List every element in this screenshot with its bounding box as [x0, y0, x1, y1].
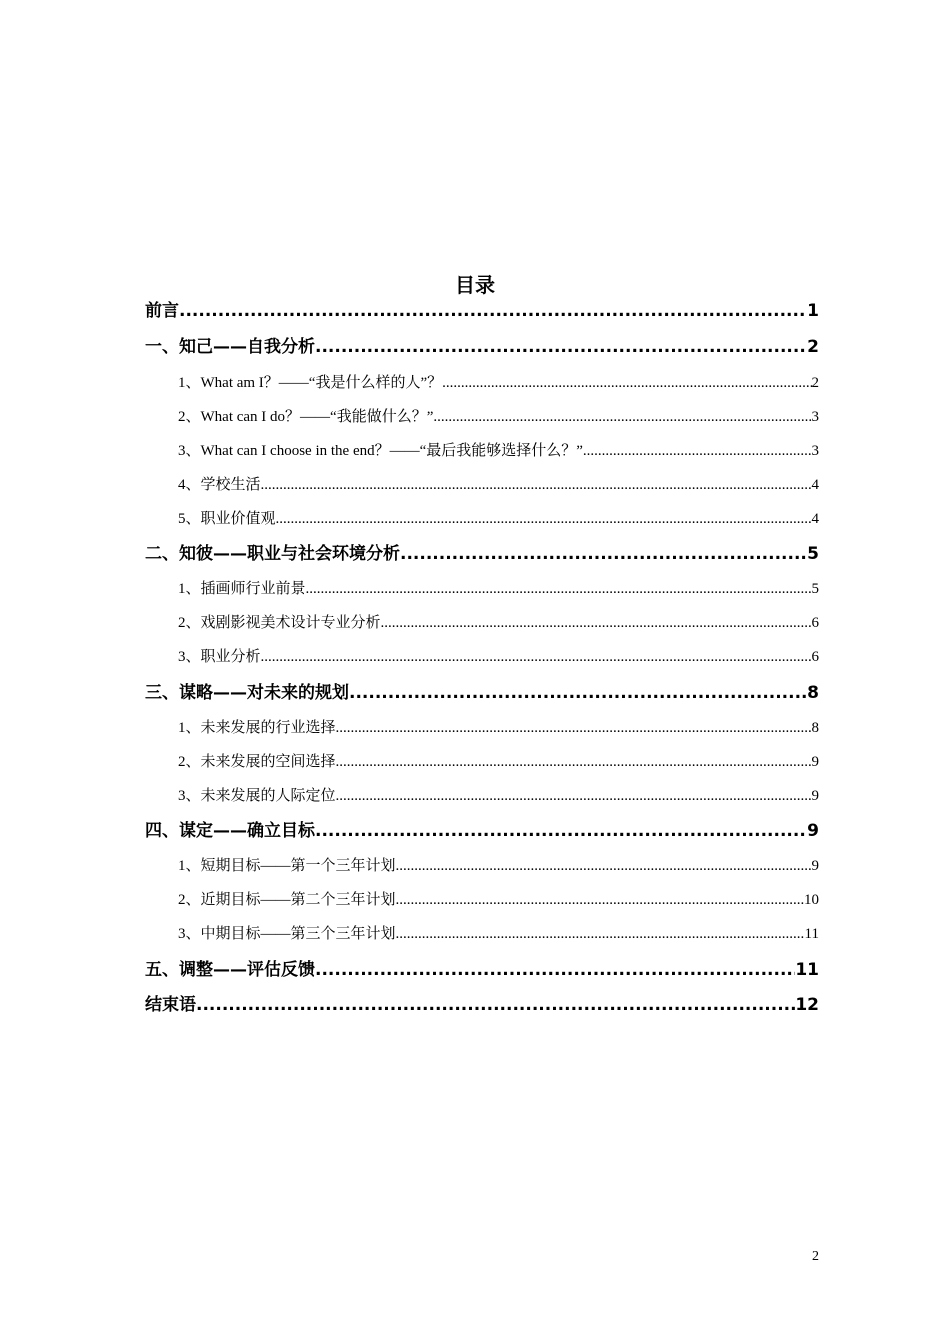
- toc-entry-text: 3、中期目标——第三个三年计划: [178, 926, 396, 942]
- toc-dot-leader: [433, 406, 811, 428]
- toc-dot-leader: [396, 923, 805, 945]
- toc-entry[interactable]: [178, 372, 819, 394]
- toc-entry-text: 四、谋定——确立目标: [145, 821, 315, 841]
- toc-entry[interactable]: [178, 646, 819, 668]
- page-number: 2: [812, 1249, 819, 1264]
- toc-entry-page: 6: [811, 615, 819, 631]
- toc-entry-page: 9: [811, 858, 819, 874]
- toc-entry-text: 1、未来发展的行业选择: [178, 720, 336, 736]
- toc-entry-page: 5: [807, 544, 819, 564]
- toc-entry[interactable]: [178, 923, 819, 945]
- toc-entry[interactable]: [145, 680, 819, 706]
- toc-entry-text: 三、谋略——对未来的规划: [145, 683, 349, 703]
- toc-entry[interactable]: [178, 612, 819, 634]
- toc-entry-text: 5、职业价值观: [178, 511, 276, 527]
- toc-entry-text: 3、What can I choose in the end？——“最后我能够选择什么？”: [178, 443, 583, 459]
- toc-entry-page: 9: [811, 788, 819, 804]
- toc-dot-leader: [261, 646, 812, 668]
- toc-entry-text: 2、What can I do？——“我能做什么？”: [178, 409, 434, 425]
- toc-dot-leader: [381, 612, 812, 634]
- toc-entry-page: 4: [811, 511, 819, 527]
- toc-entry[interactable]: [178, 440, 819, 462]
- toc-dot-leader: [400, 541, 807, 567]
- toc-dot-leader: [396, 855, 812, 877]
- toc-dot-leader: [349, 680, 807, 706]
- toc-entry-text: 1、短期目标——第一个三年计划: [178, 858, 396, 874]
- toc-dot-leader: [396, 889, 804, 911]
- toc-entry-page: 5: [811, 581, 819, 597]
- toc-entry-text: 一、知己——自我分析: [145, 337, 315, 357]
- toc-dot-leader: [196, 992, 795, 1018]
- toc-dot-leader: [306, 578, 812, 600]
- toc-entry-page: 3: [811, 409, 819, 425]
- toc-entry-page: 6: [811, 649, 819, 665]
- toc-entry-page: 11: [795, 960, 819, 980]
- toc-entry[interactable]: [145, 818, 819, 844]
- toc-entry[interactable]: [178, 717, 819, 739]
- toc-entry-page: 9: [807, 821, 819, 841]
- toc-entry[interactable]: [178, 855, 819, 877]
- toc-entry-text: 2、未来发展的空间选择: [178, 754, 336, 770]
- toc-dot-leader: [276, 508, 812, 530]
- toc-entry-page: 9: [811, 754, 819, 770]
- toc-entry-page: 8: [811, 720, 819, 736]
- toc-entry[interactable]: [145, 541, 819, 567]
- toc-entry[interactable]: [178, 508, 819, 530]
- toc-dot-leader: [336, 751, 812, 773]
- toc-entry[interactable]: [178, 406, 819, 428]
- toc-entry-text: 前言: [145, 301, 179, 321]
- toc-entry[interactable]: [178, 889, 819, 911]
- toc-entry[interactable]: [178, 578, 819, 600]
- toc-dot-leader: [315, 818, 807, 844]
- toc-entry-page: 2: [811, 375, 819, 391]
- toc-entry-text: 五、调整——评估反馈: [145, 960, 315, 980]
- toc-entry-text: 4、学校生活: [178, 477, 261, 493]
- toc-dot-leader: [179, 298, 807, 324]
- toc-entry-text: 结束语: [145, 995, 196, 1015]
- toc-entry[interactable]: [178, 785, 819, 807]
- toc-entry-page: 8: [807, 683, 819, 703]
- toc-entry[interactable]: [178, 751, 819, 773]
- toc-entry[interactable]: [145, 334, 819, 360]
- toc-entry[interactable]: [145, 298, 819, 324]
- toc-dot-leader: [315, 334, 807, 360]
- toc-entry-text: 1、What am I？——“我是什么样的人”？: [178, 375, 443, 391]
- toc-title: 目录: [455, 273, 495, 297]
- toc-entry-text: 2、戏剧影视美术设计专业分析: [178, 615, 381, 631]
- toc-entry[interactable]: [178, 474, 819, 496]
- toc-entry[interactable]: [145, 957, 819, 983]
- toc-dot-leader: [336, 785, 812, 807]
- toc-dot-leader: [583, 440, 812, 462]
- toc-entry-page: 12: [795, 995, 819, 1015]
- toc-entry-text: 2、近期目标——第二个三年计划: [178, 892, 396, 908]
- toc-entry-page: 4: [811, 477, 819, 493]
- toc-entry-text: 3、未来发展的人际定位: [178, 788, 336, 804]
- toc-entry-page: 10: [804, 892, 819, 908]
- toc-entry[interactable]: [145, 992, 819, 1018]
- toc-dot-leader: [336, 717, 812, 739]
- toc-entry-text: 1、插画师行业前景: [178, 581, 306, 597]
- toc-entry-page: 3: [811, 443, 819, 459]
- toc-entry-page: 2: [807, 337, 819, 357]
- toc-dot-leader: [261, 474, 812, 496]
- toc-dot-leader: [315, 957, 795, 983]
- toc-dot-leader: [442, 372, 811, 394]
- toc-entry-text: 3、职业分析: [178, 649, 261, 665]
- toc-entry-page: 1: [807, 301, 819, 321]
- toc-entry-text: 二、知彼——职业与社会环境分析: [145, 544, 400, 564]
- toc-entry-page: 11: [804, 926, 819, 942]
